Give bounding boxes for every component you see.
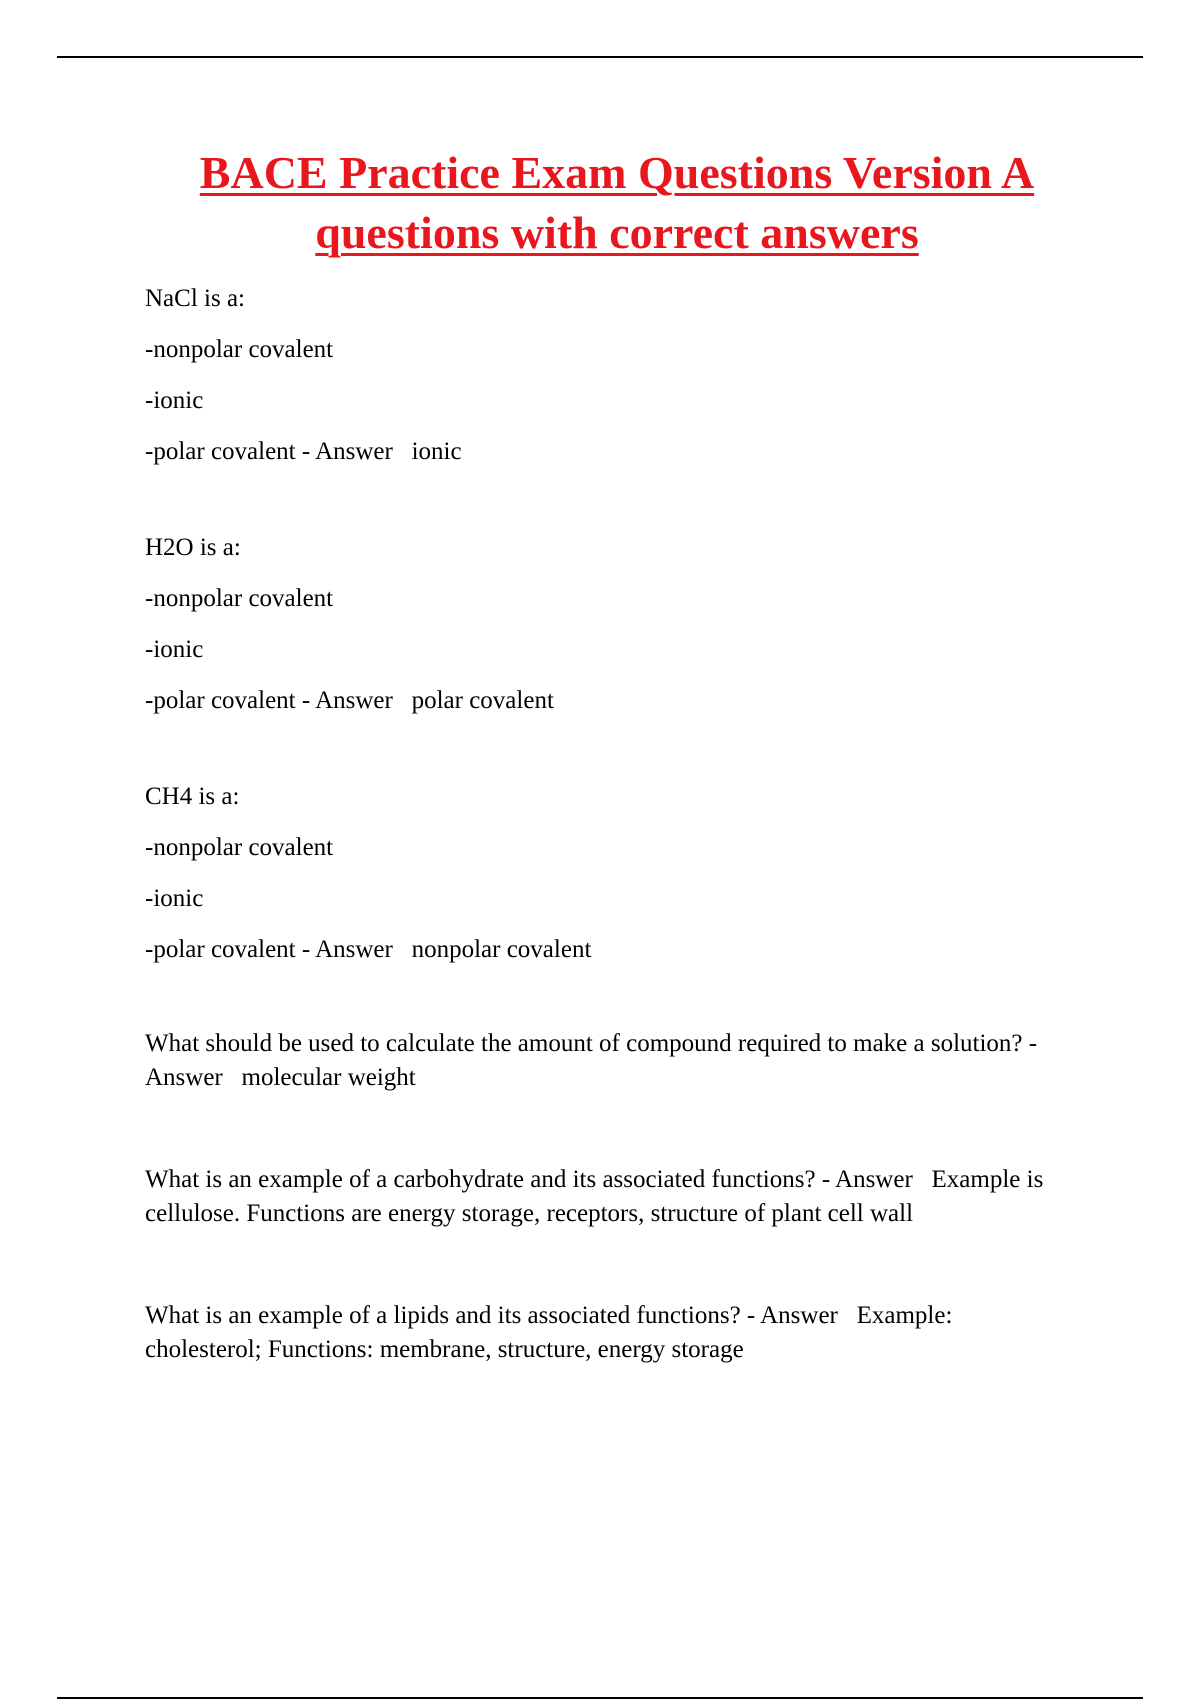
answer-text: nonpolar covalent <box>411 936 592 963</box>
question-stem: NaCl is a: <box>145 285 245 312</box>
question-stem: CH4 is a: <box>145 783 240 810</box>
question-option: -ionic <box>145 636 204 663</box>
question-block-nacl <box>145 277 1065 474</box>
question-stem: H2O is a: <box>145 534 241 561</box>
question-option: -polar covalent <box>145 936 296 963</box>
page-bottom-rule <box>57 1697 1143 1699</box>
question-option: -nonpolar covalent <box>145 585 334 612</box>
document-body <box>145 277 1065 1367</box>
page-top-rule <box>57 56 1143 58</box>
question-answer-line <box>145 430 1065 474</box>
question-block-ch4 <box>145 775 1065 972</box>
open-question-carbohydrate: What is an example of a carbohydrate and its associated functions? - Answer Example is cellulose. Functions are energy storage, receptors, structure of plant cell wall <box>145 1166 1050 1227</box>
question-option: -ionic <box>145 885 204 912</box>
document-title: BACE Practice Exam Questions Version A questions with correct answers <box>199 147 1035 258</box>
question-answer-line <box>145 679 1065 723</box>
open-question-molecular-weight: What should be used to calculate the amount of compound required to make a solution? - Answer molecular weight <box>145 1030 1042 1091</box>
answer-label: - Answer <box>295 936 412 963</box>
question-option: -polar covalent <box>145 438 296 465</box>
question-option: -nonpolar covalent <box>145 834 334 861</box>
question-option: -polar covalent <box>145 687 296 714</box>
question-option: -ionic <box>145 387 204 414</box>
answer-label: - Answer <box>295 687 412 714</box>
answer-text: ionic <box>411 438 462 465</box>
question-answer-line <box>145 928 1065 972</box>
open-question-lipids: What is an example of a lipids and its associated functions? - Answer Example: cholesterol; Functions: membrane, structure, energy storage <box>145 1302 959 1363</box>
question-block-h2o <box>145 526 1065 723</box>
answer-text: polar covalent <box>411 687 554 714</box>
answer-label: - Answer <box>295 438 412 465</box>
question-option: -nonpolar covalent <box>145 336 334 363</box>
